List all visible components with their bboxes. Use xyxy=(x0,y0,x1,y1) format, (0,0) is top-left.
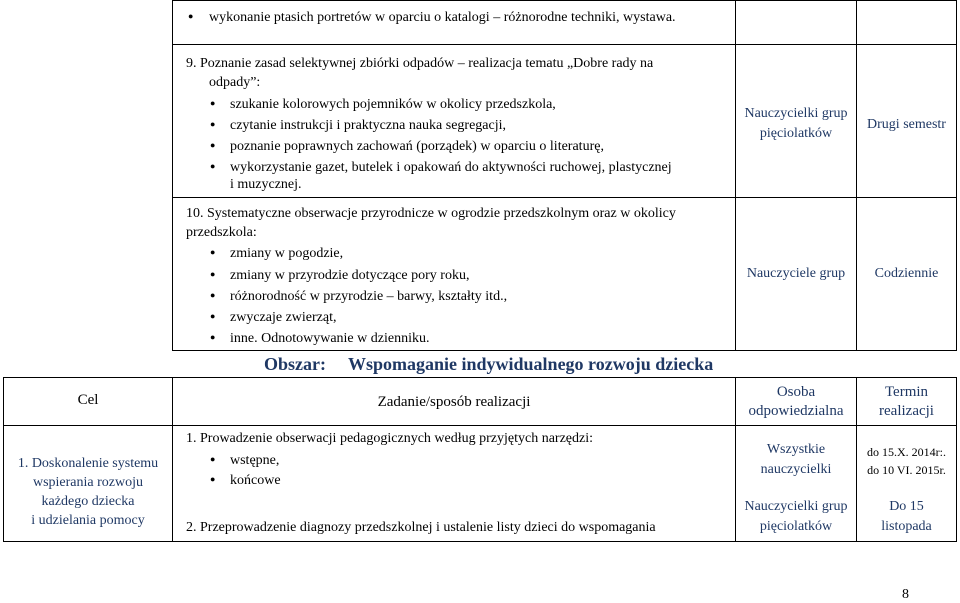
term xyxy=(857,497,956,537)
header-task: Zadanie/sposób realizacji xyxy=(377,394,531,410)
responsible-person xyxy=(736,104,856,144)
person-line: pięciolatków xyxy=(759,519,833,534)
table-border xyxy=(172,350,957,351)
goal-line: 1. Doskonalenie systemu xyxy=(17,456,159,471)
task-intro: 1. Prowadzenie obserwacji pedagogicznych według przyjętych narzędzi: xyxy=(186,431,593,446)
bullet-icon xyxy=(210,330,215,348)
bullet-icon xyxy=(210,267,215,285)
responsible-person xyxy=(736,440,856,480)
header-person xyxy=(736,383,856,421)
bullet-icon xyxy=(210,452,215,470)
responsible-person: Nauczyciele grup xyxy=(746,266,846,281)
table-border xyxy=(956,0,957,351)
bullet-icon xyxy=(210,159,215,177)
term: Drugi semestr xyxy=(867,117,946,132)
bullet-icon xyxy=(210,245,215,263)
list-item: zwyczaje zwierząt, xyxy=(230,310,337,325)
person-line: Nauczycielki grup xyxy=(744,499,848,514)
bullet-icon xyxy=(210,472,215,490)
bullet-icon xyxy=(210,138,215,156)
list-item: wstępne, xyxy=(230,453,280,468)
list-item: czytanie instrukcji i praktyczna nauka segregacji, xyxy=(230,118,506,133)
task-intro: 2. Przeprowadzenie diagnozy przedszkolnej i ustalenie listy dzieci do wspomagania xyxy=(186,520,656,535)
person-line: nauczycielki xyxy=(760,462,832,477)
table-border xyxy=(172,0,957,1)
list-item: szukanie kolorowych pojemników w okolicy przedszkola, xyxy=(230,97,556,112)
goal-line: każdego dziecka xyxy=(41,494,135,509)
goal-line: i udzielania pomocy xyxy=(31,513,145,528)
page-number: 8 xyxy=(902,587,909,602)
term-line: listopada xyxy=(881,519,932,534)
table-border xyxy=(3,425,957,426)
list-item: różnorodność w przyrodzie – barwy, kształty itd., xyxy=(230,289,508,304)
task-intro: 10. Systematyczne obserwacje przyrodnicze w ogrodzie przedszkolnym oraz w okolicy xyxy=(186,206,676,221)
area-heading xyxy=(264,354,713,375)
list-item: poznanie poprawnych zachowań (porządek) w oparciu o literaturę, xyxy=(230,139,604,154)
task-intro: odpady”: xyxy=(209,75,261,90)
table-border xyxy=(3,541,957,542)
header-term-line: realizacji xyxy=(879,403,934,419)
term xyxy=(857,443,956,479)
table-border xyxy=(172,0,173,351)
header-person-line: Osoba xyxy=(776,384,816,400)
term-line: do 10 VI. 2015r. xyxy=(867,463,946,477)
table-border xyxy=(172,197,957,198)
term: Codziennie xyxy=(874,266,939,281)
area-label: Obszar: xyxy=(264,354,326,374)
responsible-person xyxy=(736,497,856,537)
task-intro: przedszkola: xyxy=(186,225,257,240)
header-term xyxy=(857,383,956,421)
term-line: do 15.X. 2014r:. xyxy=(867,445,946,459)
list-item: wykorzystanie gazet, butelek i opakowań do aktywności ruchowej, plastycznej xyxy=(230,160,672,175)
table-border xyxy=(856,0,857,351)
list-item: zmiany w pogodzie, xyxy=(230,246,344,261)
bullet-icon xyxy=(210,309,215,327)
bullet-icon xyxy=(210,117,215,135)
header-goal: Cel xyxy=(77,392,99,408)
table-border xyxy=(3,377,957,378)
header-person-line: odpowiedzialna xyxy=(748,403,844,419)
list-item: zmiany w przyrodzie dotyczące pory roku, xyxy=(230,268,470,283)
bullet-icon xyxy=(210,96,215,114)
term-line: Do 15 xyxy=(889,499,924,514)
bullet-icon xyxy=(210,288,215,306)
person-line: Wszystkie xyxy=(766,442,826,457)
list-item: inne. Odnotowywanie w dzienniku. xyxy=(230,331,430,346)
person-line: Nauczycielki grup xyxy=(744,106,848,121)
table-border xyxy=(172,44,957,45)
header-term-line: Termin xyxy=(884,384,929,400)
goal-line: wspierania rozwoju xyxy=(32,475,144,490)
table-border xyxy=(735,0,736,351)
area-title: Wspomaganie indywidualnego rozwoju dziecka xyxy=(348,354,714,374)
list-item: i muzycznej. xyxy=(230,177,302,192)
table-border xyxy=(956,377,957,542)
list-item: wykonanie ptasich portretów w oparciu o katalogi – różnorodne techniki, wystawa. xyxy=(209,10,676,25)
person-line: pięciolatków xyxy=(759,126,833,141)
task-intro: 9. Poznanie zasad selektywnej zbiórki odpadów – realizacja tematu „Dobre rady na xyxy=(186,56,654,71)
bullet-icon xyxy=(188,9,193,27)
list-item: końcowe xyxy=(230,473,281,488)
goal-cell xyxy=(4,454,172,530)
